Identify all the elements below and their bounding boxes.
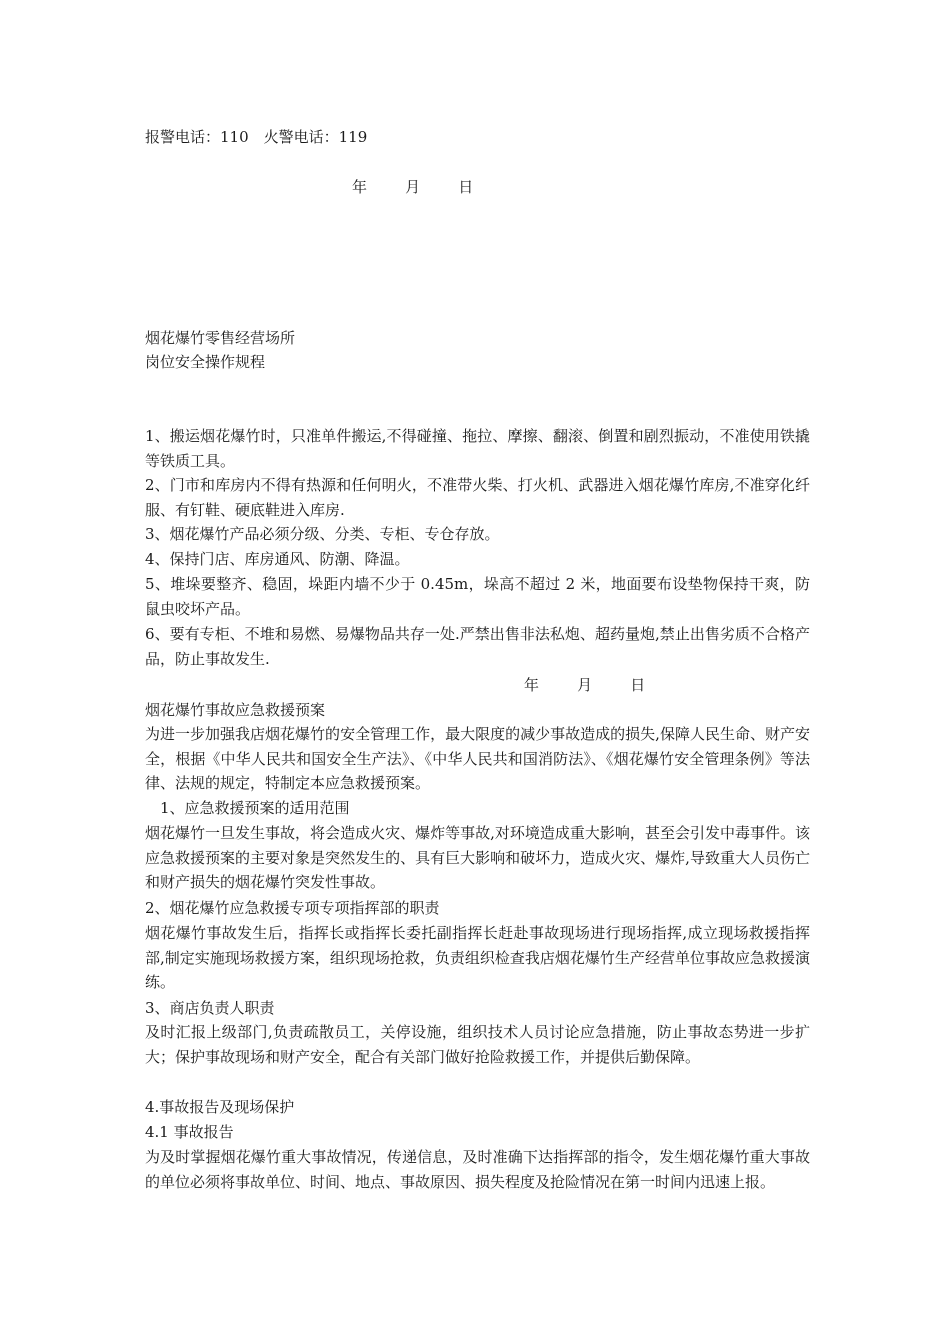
rule-6: 6、要有专柜、不堆和易燃、易爆物品共存一处.严禁出售非法私炮、超药量炮,禁止出售劣质不合格产品，防止事故发生. xyxy=(145,625,810,668)
plan-title: 烟花爆竹事故应急救援预案 xyxy=(145,701,326,719)
section-3-title: 3、商店负责人职责 xyxy=(145,999,275,1017)
section-4-title: 4.事故报告及现场保护 xyxy=(145,1098,295,1116)
title-safety-rules: 岗位安全操作规程 xyxy=(145,353,266,371)
section-4-1-body: 为及时掌握烟花爆竹重大事故情况，传递信息，及时准确下达指挥部的指令，发生烟花爆竹重大事故的单位必须将事故单位、时间、地点、事故原因、损失程度及抢险情况在第一时间内迅速上报。 xyxy=(145,1148,810,1191)
rule-1: 1、搬运烟花爆竹时，只准单件搬运,不得碰撞、拖拉、摩擦、翻滚、倒置和剧烈振动，不准使用铁撬等铁质工具。 xyxy=(145,427,810,470)
section-1-body: 烟花爆竹一旦发生事故，将会造成火灾、爆炸等事故,对环境造成重大影响，甚至会引发中毒事件。该应急救援预案的主要对象是突然发生的、具有巨大影响和破坏力，造成火灾、爆炸,导致重大人员伤亡和财产损失的烟花爆竹突发性事故。 xyxy=(145,824,810,891)
rule-5: 5、堆垛要整齐、稳固，垛距内墙不少于 0.45m，垛高不超过 2 米，地面要布设垫物保持干爽，防鼠虫咬坏产品。 xyxy=(145,575,810,618)
date-line-2: 年 月 日 xyxy=(524,676,646,694)
section-1-title: 1、应急救援预案的适用范围 xyxy=(160,799,350,817)
rule-3: 3、烟花爆竹产品必须分级、分类、专柜、专仓存放。 xyxy=(145,525,500,543)
section-3-body: 及时汇报上级部门,负责疏散员工，关停设施，组织技术人员讨论应急措施，防止事故态势进一步扩大；保护事故现场和财产安全，配合有关部门做好抢险救援工作，并提供后勤保障。 xyxy=(145,1023,810,1066)
date-line-1: 年 月 日 xyxy=(352,178,474,196)
plan-intro: 为进一步加强我店烟花爆竹的安全管理工作，最大限度的减少事故造成的损失,保障人民生命、财产安全，根据《中华人民共和国安全生产法》、《中华人民共和国消防法》、《烟花爆竹安全管理条例》等法律、法规的规定，特制定本应急救援预案。 xyxy=(145,725,810,792)
section-2-body: 烟花爆竹事故发生后，指挥长或指挥长委托副指挥长赶赴事故现场进行现场指挥,成立现场救援指挥部,制定实施现场救援方案，组织现场抢救，负责组织检查我店烟花爆竹生产经营单位事故应急救援演练。 xyxy=(145,924,810,991)
emergency-phones: 报警电话：110 火警电话：119 xyxy=(145,128,368,146)
section-4-1-title: 4.1 事故报告 xyxy=(145,1123,234,1141)
rule-2: 2、门市和库房内不得有热源和任何明火，不准带火柴、打火机、武器进入烟花爆竹库房,不准穿化纤服、有钉鞋、硬底鞋进入库房. xyxy=(145,476,810,519)
rule-4: 4、保持门店、库房通风、防潮、降温。 xyxy=(145,550,410,568)
section-2-title: 2、烟花爆竹应急救援专项专项指挥部的职责 xyxy=(145,899,440,917)
title-retail-place: 烟花爆竹零售经营场所 xyxy=(145,329,296,347)
